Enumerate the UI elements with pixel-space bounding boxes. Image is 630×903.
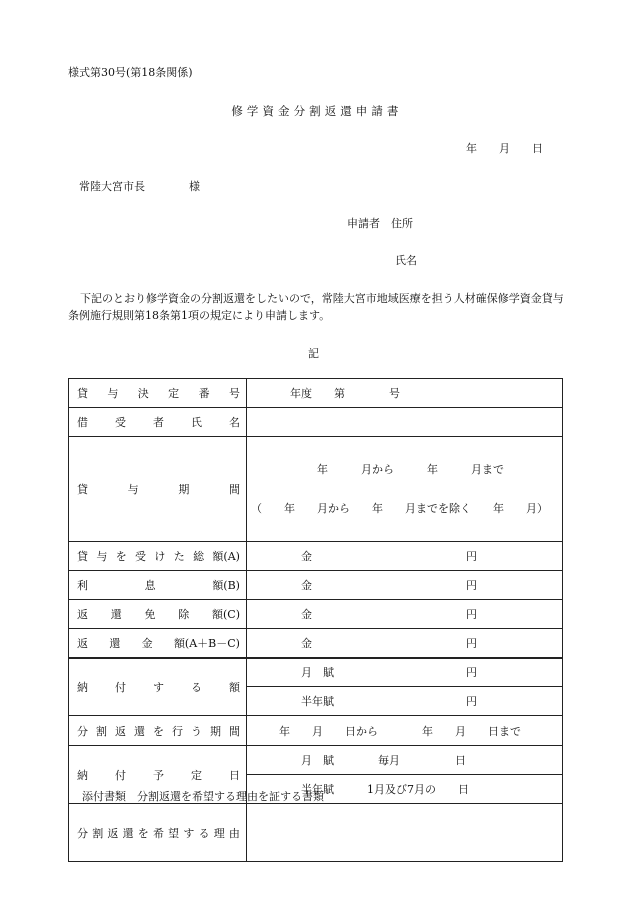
- label-char: 額: [229, 680, 240, 694]
- loan-period-exclusion-line: （ 年 月から 年 月までを除く 年 月）: [251, 502, 548, 515]
- label-repayment-exemption-amount: [69, 600, 247, 629]
- label-char: 望: [168, 826, 180, 840]
- table-row: [69, 716, 563, 746]
- label-char: 受: [115, 416, 126, 429]
- value-text: 年度 第 号: [257, 387, 400, 400]
- form-number: 様式第30号(第18条関係): [68, 66, 193, 79]
- value-text: 金 円: [257, 608, 477, 621]
- value-repayment-exemption-amount[interactable]: [247, 600, 563, 629]
- table-row: [69, 804, 563, 862]
- label-char: 期: [178, 483, 190, 496]
- applicant-name: 氏名: [395, 254, 417, 267]
- attachment-note: 添付書類 分割返還を希望する理由を証する書類: [82, 790, 324, 803]
- label-char: 借: [77, 416, 88, 429]
- value-text: 年 月 日から 年 月 日まで: [257, 724, 521, 738]
- label-char: 間: [229, 724, 240, 738]
- label-char: 金: [141, 636, 153, 650]
- value-text: 金 円: [257, 550, 477, 563]
- label-char: う: [191, 724, 202, 738]
- value-interest-amount[interactable]: [247, 571, 563, 600]
- label-char: 分: [77, 724, 88, 738]
- label-text: [77, 723, 240, 739]
- label-char: 与: [127, 483, 139, 496]
- label-char: 還: [122, 826, 134, 840]
- label-char: 割: [92, 826, 104, 840]
- value-monthly-installment[interactable]: [247, 658, 563, 687]
- value-borrower-name[interactable]: [247, 408, 563, 437]
- table-row: [69, 658, 563, 687]
- label-text: [77, 548, 240, 564]
- label-char: 還: [109, 636, 121, 650]
- label-char: 与: [96, 550, 108, 563]
- label-char: る: [198, 826, 210, 840]
- label-char: 返: [107, 826, 119, 840]
- label-text: [77, 385, 240, 401]
- label-char: を: [115, 550, 127, 563]
- label-char: 期: [210, 724, 221, 738]
- label-char: 番: [198, 387, 210, 400]
- label-text: [77, 606, 240, 622]
- label-text: [77, 635, 240, 651]
- value-monthly-payment-date[interactable]: [247, 746, 563, 775]
- value-loan-period[interactable]: [247, 437, 563, 542]
- label-char: 返: [77, 636, 88, 650]
- value-repayment-amount[interactable]: [247, 629, 563, 658]
- label-char: 息: [144, 579, 156, 592]
- value-text: 金 円: [257, 636, 477, 650]
- applicant-address: 申請者 住所: [347, 217, 413, 230]
- label-text: [77, 679, 240, 695]
- label-char: た: [173, 550, 185, 563]
- table-row: [69, 600, 563, 629]
- label-interest-amount: [69, 571, 247, 600]
- label-installment-period: [69, 716, 247, 746]
- label-char: 還: [110, 608, 122, 621]
- value-loan-decision-number[interactable]: [247, 379, 563, 408]
- table-row: [69, 542, 563, 571]
- label-char: 貸: [77, 483, 88, 496]
- label-char: 除: [178, 608, 190, 621]
- label-char: る: [191, 680, 202, 694]
- label-char: 額(A＋B－C): [173, 636, 240, 650]
- label-char: 納: [77, 768, 88, 782]
- label-char: す: [153, 680, 164, 694]
- label-char: 与: [107, 387, 119, 400]
- addressee: 常陸大宮市長 様: [79, 180, 200, 193]
- label-char: 分: [77, 826, 88, 840]
- label-char: 氏: [191, 416, 202, 429]
- label-char: 総: [193, 550, 205, 563]
- table-row: [69, 437, 563, 542]
- label-char: 号: [228, 387, 240, 400]
- label-char: 行: [172, 724, 183, 738]
- label-char: 受: [135, 550, 147, 563]
- label-char: 由: [228, 826, 240, 840]
- label-char: 予: [153, 768, 164, 782]
- ki-heading: 記: [308, 347, 319, 360]
- label-char: を: [153, 724, 164, 738]
- label-char: 額(C): [212, 608, 240, 621]
- label-char: 返: [77, 608, 88, 621]
- value-installment-period[interactable]: [247, 716, 563, 746]
- label-loan-decision-number: [69, 379, 247, 408]
- label-reason-for-installment: [69, 804, 247, 862]
- label-char: 定: [168, 387, 180, 400]
- label-total-loan-amount: [69, 542, 247, 571]
- label-char: 日: [229, 768, 240, 782]
- table-row: [69, 408, 563, 437]
- label-loan-period: [69, 437, 247, 542]
- table-row: [69, 629, 563, 658]
- table-row: [69, 571, 563, 600]
- value-text: 半年賦 1月及び7月の 日: [257, 783, 469, 796]
- value-text: 月 賦 毎月 日: [257, 754, 466, 767]
- value-reason-for-installment[interactable]: [247, 804, 563, 862]
- value-total-loan-amount[interactable]: [247, 542, 563, 571]
- label-char: 返: [115, 724, 126, 738]
- document-title: 修 学 資 金 分 割 返 還 申 請 書: [231, 104, 399, 118]
- label-char: 希: [152, 826, 164, 840]
- label-char: 理: [213, 826, 225, 840]
- label-char: 貸: [77, 387, 88, 400]
- label-char: 納: [77, 680, 88, 694]
- label-char: 額(A): [212, 550, 240, 563]
- label-text: [77, 825, 240, 841]
- label-char: 定: [191, 768, 202, 782]
- value-semiannual-installment[interactable]: [247, 687, 563, 716]
- value-text: 月 賦 円: [257, 666, 477, 680]
- date-line: 年 月 日: [466, 142, 543, 155]
- label-char: 者: [153, 416, 164, 429]
- label-text: [77, 577, 240, 593]
- label-char: を: [137, 826, 149, 840]
- table-row: [69, 379, 563, 408]
- label-payment-amount: [69, 658, 247, 716]
- label-char: け: [154, 550, 166, 563]
- label-char: 付: [115, 768, 126, 782]
- label-char: 貸: [77, 550, 88, 563]
- label-char: 付: [115, 680, 126, 694]
- label-char: 間: [228, 483, 240, 496]
- label-repayment-amount: [69, 629, 247, 658]
- label-borrower-name: [69, 408, 247, 437]
- label-char: 還: [134, 724, 145, 738]
- value-text: 金 円: [257, 579, 477, 592]
- label-char: 割: [96, 724, 107, 738]
- value-text: 半年賦 円: [257, 695, 477, 708]
- label-char: 額(B): [212, 579, 240, 592]
- label-text: [77, 481, 240, 497]
- table-row: [69, 746, 563, 775]
- label-char: 利: [77, 579, 88, 592]
- label-char: 名: [229, 416, 240, 429]
- label-text: [77, 414, 240, 430]
- label-char: 免: [144, 608, 156, 621]
- loan-period-line: 年 月から 年 月まで: [251, 463, 504, 476]
- label-text: [77, 767, 240, 783]
- label-char: す: [183, 826, 195, 840]
- application-statement: 下記のとおり修学資金の分割返還をしたいので，常陸大宮市地域医療を担う人材確保修学資金貸与条例施行規則第18条第1項の規定により申請します。: [68, 292, 564, 322]
- label-char: 決: [137, 387, 149, 400]
